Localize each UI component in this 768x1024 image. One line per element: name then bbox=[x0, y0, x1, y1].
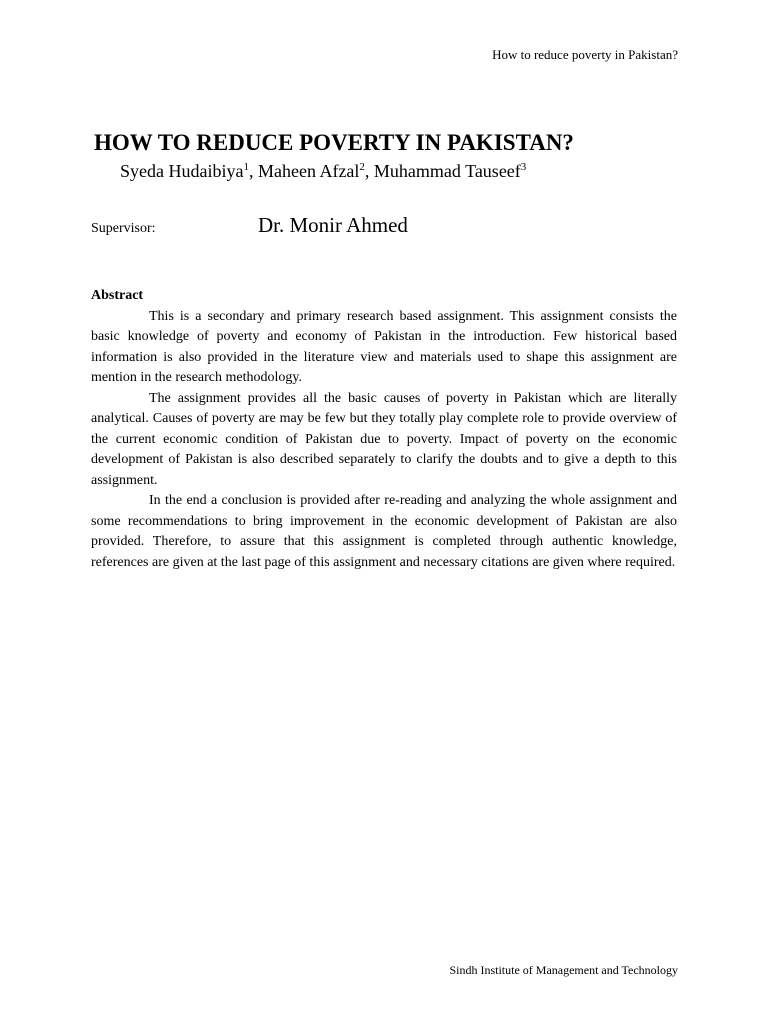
running-header: How to reduce poverty in Pakistan? bbox=[492, 47, 678, 62]
author-affiliation: 3 bbox=[520, 161, 527, 173]
author-separator: , bbox=[364, 161, 374, 181]
author-name: Syeda Hudaibiya bbox=[120, 161, 244, 181]
abstract-paragraph: In the end a conclusion is provided after re-reading and analyzing the whole assignment and some recommendations to bring improvement in the economic development of Pakistan are also provided. Therefore, to assure that this assignment is completed through authentic knowledge, references are given at the last page of this assignment and necessary citations are given where required. bbox=[91, 493, 677, 570]
supervisor-label: Supervisor: bbox=[91, 221, 156, 236]
author-list bbox=[120, 158, 526, 184]
author-separator: , bbox=[248, 161, 258, 181]
running-footer: Sindh Institute of Management and Technology bbox=[449, 963, 678, 977]
paper-title: HOW TO REDUCE POVERTY IN PAKISTAN? bbox=[94, 130, 574, 155]
abstract-section bbox=[91, 286, 677, 573]
author-affiliation: 2 bbox=[359, 161, 365, 173]
abstract-heading: Abstract bbox=[91, 288, 144, 303]
author-name: Muhammad Tauseef bbox=[373, 161, 521, 181]
author-affiliation: 1 bbox=[243, 161, 249, 173]
supervisor-name: Dr. Monir Ahmed bbox=[258, 213, 408, 237]
abstract-paragraph: The assignment provides all the basic causes of poverty in Pakistan which are literally analytical. Causes of poverty are may be few but they totally play complete role to provide overview of the current economic condition of Pakistan due to poverty. Impact of poverty on the economic development of Pakistan is also described separately to clarify the doubts and to give a depth to this assignment. bbox=[91, 390, 677, 488]
author-name: Maheen Afzal bbox=[257, 161, 360, 181]
abstract-paragraph: This is a secondary and primary research based assignment. This assignment consists the basic knowledge of poverty and economy of Pakistan in the introduction. Few historical based information is also provided in the literature view and materials used to shape this assignment are mention in the research methodology. bbox=[91, 308, 677, 385]
